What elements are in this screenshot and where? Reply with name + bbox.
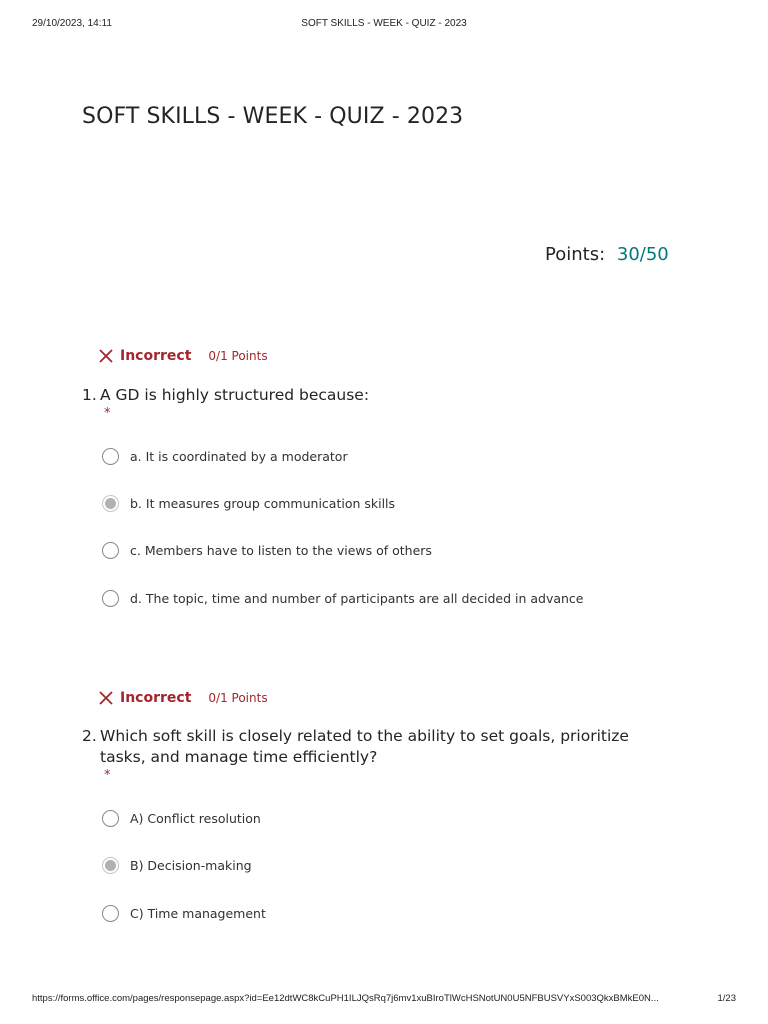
question-1-option-d[interactable] [102,590,584,607]
question-1-option-c[interactable] [102,542,432,559]
question-2-required-mark: * [104,768,111,783]
print-page-number: 1/23 [717,993,736,1004]
option-label: A) Conflict resolution [130,811,261,826]
question-1-status: Incorrect [120,348,192,364]
print-title: SOFT SKILLS - WEEK - QUIZ - 2023 [301,18,467,29]
question-1-points: 0/1 Points [208,349,268,363]
radio-button[interactable] [102,810,119,827]
radio-button[interactable] [102,542,119,559]
form-title: SOFT SKILLS - WEEK - QUIZ - 2023 [82,104,464,129]
question-2-points: 0/1 Points [208,691,268,705]
question-2-option-c[interactable] [102,905,266,922]
question-1-required-mark: * [104,406,111,421]
question-2-option-b[interactable] [102,857,252,874]
close-x-icon [98,348,114,364]
option-label: B) Decision-making [130,858,252,873]
question-2-result [98,690,268,706]
close-x-icon [98,690,114,706]
question-1-option-a[interactable] [102,448,348,465]
question-1-option-b[interactable] [102,495,395,512]
print-datetime: 29/10/2023, 14:11 [32,18,112,29]
question-1-text: A GD is highly structured because: [100,386,370,404]
option-label: b. It measures group communication skills [130,496,396,511]
option-label: C) Time management [130,906,266,921]
question-2-text: Which soft skill is closely related to the ability to set goals, prioritize tasks, and manage time efficiently? [100,727,629,766]
points-label: Points: [545,244,606,265]
question-1-result [98,348,268,364]
points-summary [545,244,669,265]
question-2-number: 2. [82,727,97,745]
question-2-option-a[interactable] [102,810,261,827]
option-label: a. It is coordinated by a moderator [130,449,348,464]
option-label: c. Members have to listen to the views of others [130,543,432,558]
radio-button-selected[interactable] [102,857,119,874]
radio-button[interactable] [102,905,119,922]
radio-button[interactable] [102,448,119,465]
question-2-status: Incorrect [120,690,192,706]
question-1-number: 1. [82,386,97,404]
radio-button[interactable] [102,590,119,607]
option-label: d. The topic, time and number of participants are all decided in advance [130,591,584,606]
points-value: 30/50 [616,244,669,265]
radio-button-selected[interactable] [102,495,119,512]
print-url: https://forms.office.com/pages/responsepage.aspx?id=Ee12dtWC8kCuPH1ILJQsRq7j6mv1xuBIroTlWcHSNotUN0U5NFBUSVYxS003QkxBMkE0N... [32,993,659,1004]
